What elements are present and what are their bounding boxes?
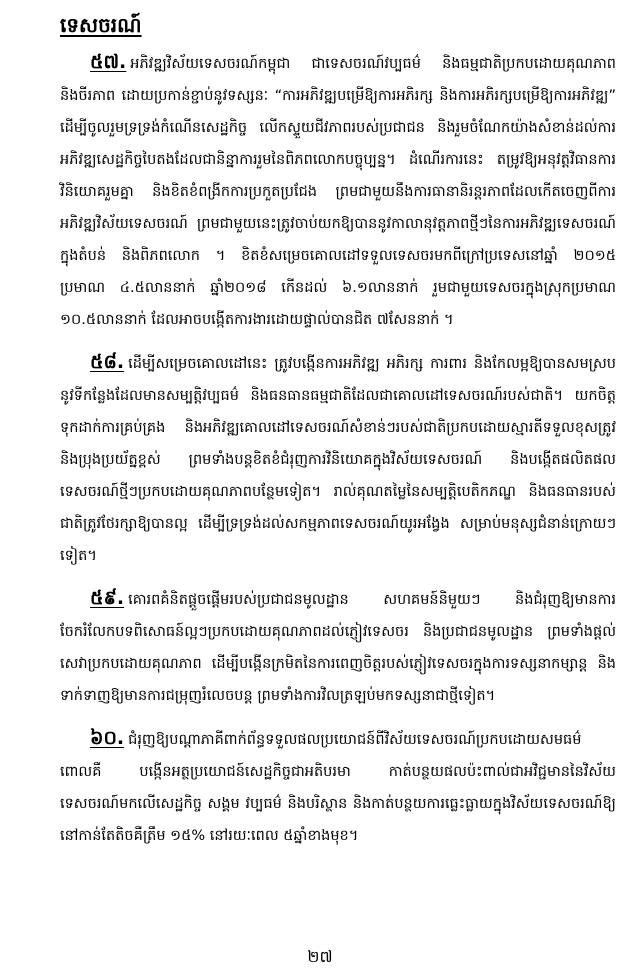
paragraph-59 [60,582,616,712]
paragraph-58 [60,346,616,572]
paragraph-number: ៥៩. [90,587,125,609]
paragraph-number: ៥៧. [90,51,127,73]
paragraph-57 [60,46,616,336]
paragraph-text: ដើម្បីសម្រេចគោលដៅនេះ ត្រូវបង្កើនការអភិវឌ្ឍ អភិរក្ស ការពារ និងកែលម្អឱ្យបានសមស្របនូវទីកន្លែងដែលមានសម្បត្តិវប្បធម៌ និងធនធានធម្មជាតិដែលជាគោលដៅទេសចរណ៍របស់ជាតិ។ យកចិត្តទុកដាក់ការគ្រប់គ្រង និងអភិវឌ្ឍគោលដៅទេសចរណ៍សំខាន់ៗរបស់ជាតិប្រកបដោយស្មារតីទទួលខុសត្រូវ និងប្រុងប្រយ័ត្នខ្ពស់ ព្រមទាំងបន្តខិតខំជំរុញការវិនិយោគក្នុងវិស័យទេសចរណ៍ និងបង្កើតផលិតផលទេសចរណ៍ថ្មីៗប្រកបដោយគុណភាពបន្ថែមទៀត។ រាល់គុណតម្លៃនៃសម្បត្តិបេតិកភណ្ឌ និងធនធានរបស់ជាតិត្រូវថែរក្សាឱ្យបានល្អ ដើម្បីទ្រទ្រង់ដល់សកម្មភាពទេសចរណ៍យូរអង្វែង សម្រាប់មនុស្សជំនាន់ក្រោយៗទៀត។ [60,356,616,564]
paragraph-text: អភិវឌ្ឍវិស័យទេសចរណ៍កម្ពុជា ជាទេសចរណ៍វប្បធម៌ និងធម្មជាតិប្រកបដោយគុណភាព និងចីរភាព ដោយប្រកាន់ខ្ជាប់នូវទស្សនៈ “ការអភិវឌ្ឍបម្រើឱ្យការអភិរក្ស និងការអភិរក្សបម្រើឱ្យការអភិវឌ្ឍ” ដើម្បីចូលរួមទ្រទ្រង់កំណើនសេដ្ឋកិច្ច លើកស្ទួយជីវភាពរបស់ប្រជាជន និងរួមចំណែកយ៉ាងសំខាន់ដល់ការអភិវឌ្ឍសេដ្ឋកិច្ចបៃតងដែលជានិន្នាការរួមនៃពិភពលោកបច្ចុប្បន្ន។ ដំណើរការនេះ តម្រូវឱ្យអនុវត្តវិធានការវិនិយោគរួមគ្នា និងខិតខំពង្រីកការប្រកួតប្រជែង ព្រមជាមួយនឹងការធានានិរន្តរភាពដែលកើតចេញពីការអភិវឌ្ឍវិស័យទេសចរណ៍ ព្រមជាមួយនេះត្រូវចាប់យកឱ្យបាននូវកាលានុវត្តភាពថ្មីៗនៃការអភិវឌ្ឍទេសចរណ៍ក្នុងតំបន់ និងពិភពលោក ។ ខិតខំសម្រេចគោលដៅទទួលទេសចរមកពីក្រៅប្រទេសនៅឆ្នាំ ២០១៥ ប្រមាណ ៤.៥លាននាក់ ឆ្នាំ២០១៨ កើនដល់ ៦.១លាននាក់ រួមជាមួយទេសចរក្នុងស្រុកប្រមាណ ១០.៥លាននាក់ ដែលអាចបង្កើតការងារដោយផ្ទាល់បានជិត ៧សែននាក់ ។ [60,56,616,328]
paragraph-number: ៥៨. [90,351,125,373]
paragraph-text: គោរពគំនិតផ្តួចផ្តើមរបស់ប្រជាជនមូលដ្ឋាន សហគមន៍និមួយៗ និងជំរុញឱ្យមានការចែករំលែកបទពិសោធន៍ល្អៗប្រកបដោយគុណភាពដល់ភ្ញៀវទេសចរ និងប្រជាជនមូលដ្ឋាន ព្រមទាំងផ្តល់សេវាប្រកបដោយគុណភាព ដើម្បីបង្កើនក្រមិតនៃការពេញចិត្តរបស់ភ្ញៀវទេសចរក្នុងការទស្សនាកម្សាន្ត និងទាក់ទាញឱ្យមានការជម្រុញរំលេចបន្ត ព្រមទាំងការវិលត្រឡប់មកទស្សនាជាថ្មីទៀត។ [60,592,616,704]
paragraph-60 [60,722,616,852]
section-heading: ទេសចរណ៍ [60,13,142,37]
page-number: ២៧ [307,947,333,966]
paragraph-number: ៦០. [90,727,125,749]
paragraph-text: ជំរុញឱ្យបណ្ដាភាគីពាក់ព័ន្ធទទួលផលប្រយោជន៍ពីវិស័យទេសចរណ៍ប្រកបដោយសមធម៌ ពោលគឺ បង្កើនអត្ថប្រយោជន៍សេដ្ឋកិច្ចជាអតិបរមា កាត់បន្ថយផលប៉ះពាល់ជាអវិជ្ជមាននៃវិស័យទេសចរណ៍មកលើសេដ្ឋកិច្ច សង្គម វប្បធម៌ និងបរិស្ថាន និងកាត់បន្ថយការធ្លេះធ្លាយក្នុងវិស័យទេសចរណ៍ឱ្យនៅកាន់តែតិចគឺត្រឹម ១៥% នៅរយៈពេល ៥ឆ្នាំខាងមុខ។ [60,732,616,844]
